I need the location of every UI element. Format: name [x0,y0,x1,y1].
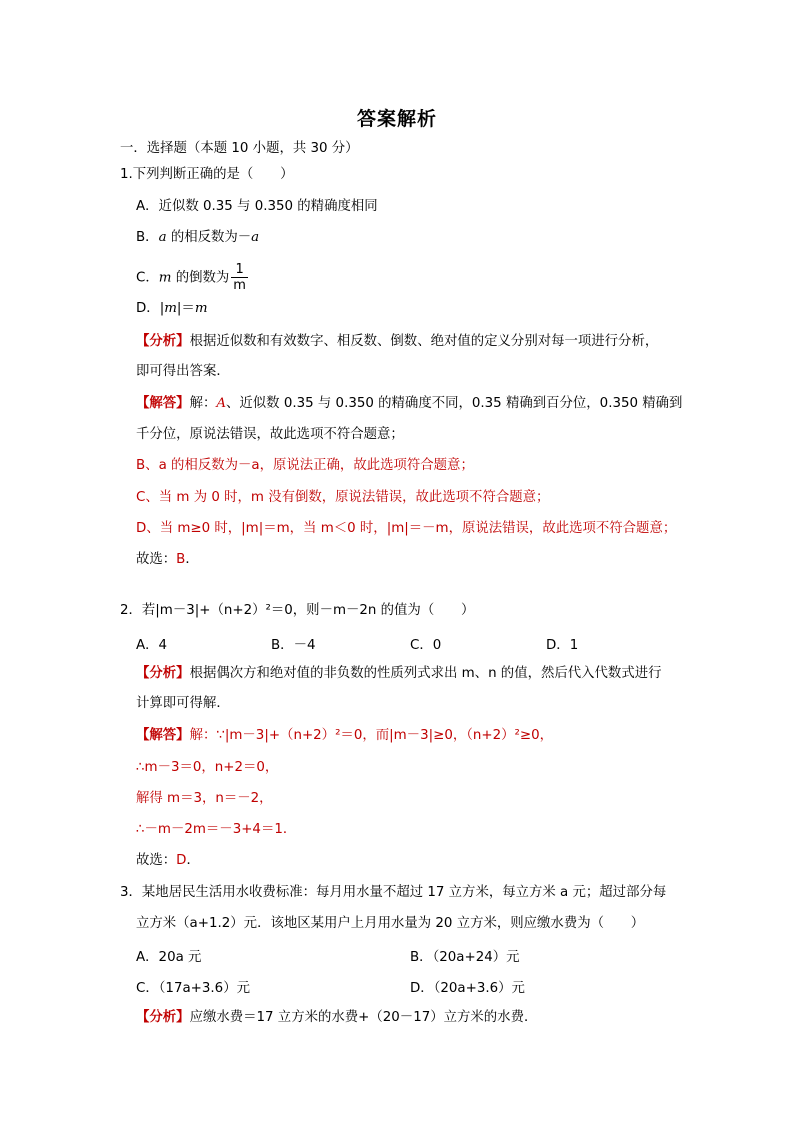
q2-option-a: A．4 [136,638,168,653]
q2-answer-line-2: ∴m－3＝0，n+2＝0， [136,760,279,775]
q1-option-b-var: a [158,230,167,245]
q1-option-d [136,300,208,318]
q1-answer-line-5: D、当 m≥0 时，|m|＝m，当 m＜0 时，|m|＝－m，原说法错误，故此选项不符合题意； [136,521,677,536]
fraction-denominator: m [233,278,246,293]
choice-value: D [176,853,187,868]
q2-analysis-text: 根据偶次方和绝对值的非负数的性质列式求出 m、n 的值，然后代入代数式进行 [189,666,662,681]
section-heading: 一．选择题（本题 10 小题，共 30 分） [120,141,359,156]
q1-choice [136,551,199,569]
q3-analysis [136,1009,537,1027]
q1-option-c-text: 的倒数为 [171,270,230,286]
q2-option-c: C．0 [410,638,442,653]
q2-answer-text: 解：∵|m－3|+（n+2）²＝0，而|m－3|≥0，（n+2）²≥0， [189,728,554,743]
choice-suffix: ． [185,552,199,567]
page-title: 答案解析 [356,108,437,130]
q1-answer-line-3: B、a 的相反数为－a，原说法正确，故此选项符合题意； [136,458,474,473]
analysis-tag: 【分析】 [136,1010,190,1025]
q1-analysis [136,333,658,351]
q1-option-c-label: C． [136,270,159,286]
q1-option-d-var2: m [194,301,208,316]
q1-option-b [136,229,259,247]
answer-tag: 【解答】 [136,728,190,743]
q2-answer-line-4: ∴－m－2m＝－3+4＝1． [136,822,297,837]
q1-option-d-var: m [164,301,177,316]
choice-prefix: 故选： [136,853,177,868]
q2-choice [136,852,200,870]
q1-option-d-label: D．| [136,301,165,316]
q1-stem: 1.下列判断正确的是（ ） [120,167,294,182]
choice-value: B [176,552,186,567]
q2-option-d: D．1 [546,638,579,653]
q3-option-c: C．（17a+3.6）元 [136,981,250,996]
choice-prefix: 故选： [136,552,177,567]
analysis-tag: 【分析】 [136,334,190,349]
q1-answer-text: 、近似数 0.35 与 0.350 的精确度不同，0.35 精确到百分位，0.350 精确到 [226,396,683,411]
q1-answer-var: A [216,396,227,411]
q2-analysis [136,665,662,683]
q3-stem: 3．某地居民生活用水收费标准：每月用水量不超过 17 立方米，每立方米 a 元；超过部分每 [120,885,667,900]
q1-option-c [136,262,248,293]
q1-option-c-var: m [158,270,172,286]
q2-answer [136,727,553,745]
q3-analysis-text: 应缴水费＝17 立方米的水费+（20－17）立方米的水费． [189,1010,538,1025]
q2-stem: 2．若|m－3|+（n+2）²＝0，则－m－2n 的值为（ ） [120,603,475,618]
q2-answer-line-3: 解得 m＝3，n＝－2， [136,791,273,806]
q1-answer [136,395,682,413]
q2-analysis-cont: 计算即可得解． [136,696,230,711]
q1-answer-line-2: 千分位，原说法错误，故此选项不符合题意； [136,427,404,442]
q3-option-a: A．20a 元 [136,950,202,965]
analysis-tag: 【分析】 [136,666,190,681]
q1-option-c-fraction [231,262,248,293]
q1-analysis-text: 根据近似数和有效数字、相反数、倒数、绝对值的定义分别对每一项进行分析， [189,334,659,349]
q3-stem-cont: 立方米（a+1.2）元．该地区某用户上月用水量为 20 立方米，则应缴水费为（ ） [136,916,645,931]
fraction-numerator: 1 [231,262,248,278]
answer-tag: 【解答】 [136,396,190,411]
choice-suffix: ． [186,853,200,868]
q1-answer-prefix: 解： [189,396,217,411]
q1-option-a: A．近似数 0.35 与 0.350 的精确度相同 [136,199,378,214]
q1-answer-line-4: C、当 m 为 0 时，m 没有倒数，原说法错误，故此选项不符合题意； [136,490,550,505]
q1-option-d-text: |＝ [176,301,195,316]
q1-option-b-text: 的相反数为－ [166,230,252,245]
q1-option-b-var2: a [251,230,260,245]
q2-option-b: B．－4 [271,638,316,653]
q1-analysis-cont: 即可得出答案． [136,364,230,379]
q1-option-b-label: B． [136,230,159,245]
q3-option-d: D．（20a+3.6）元 [410,981,525,996]
q3-option-b: B．（20a+24）元 [410,950,520,965]
